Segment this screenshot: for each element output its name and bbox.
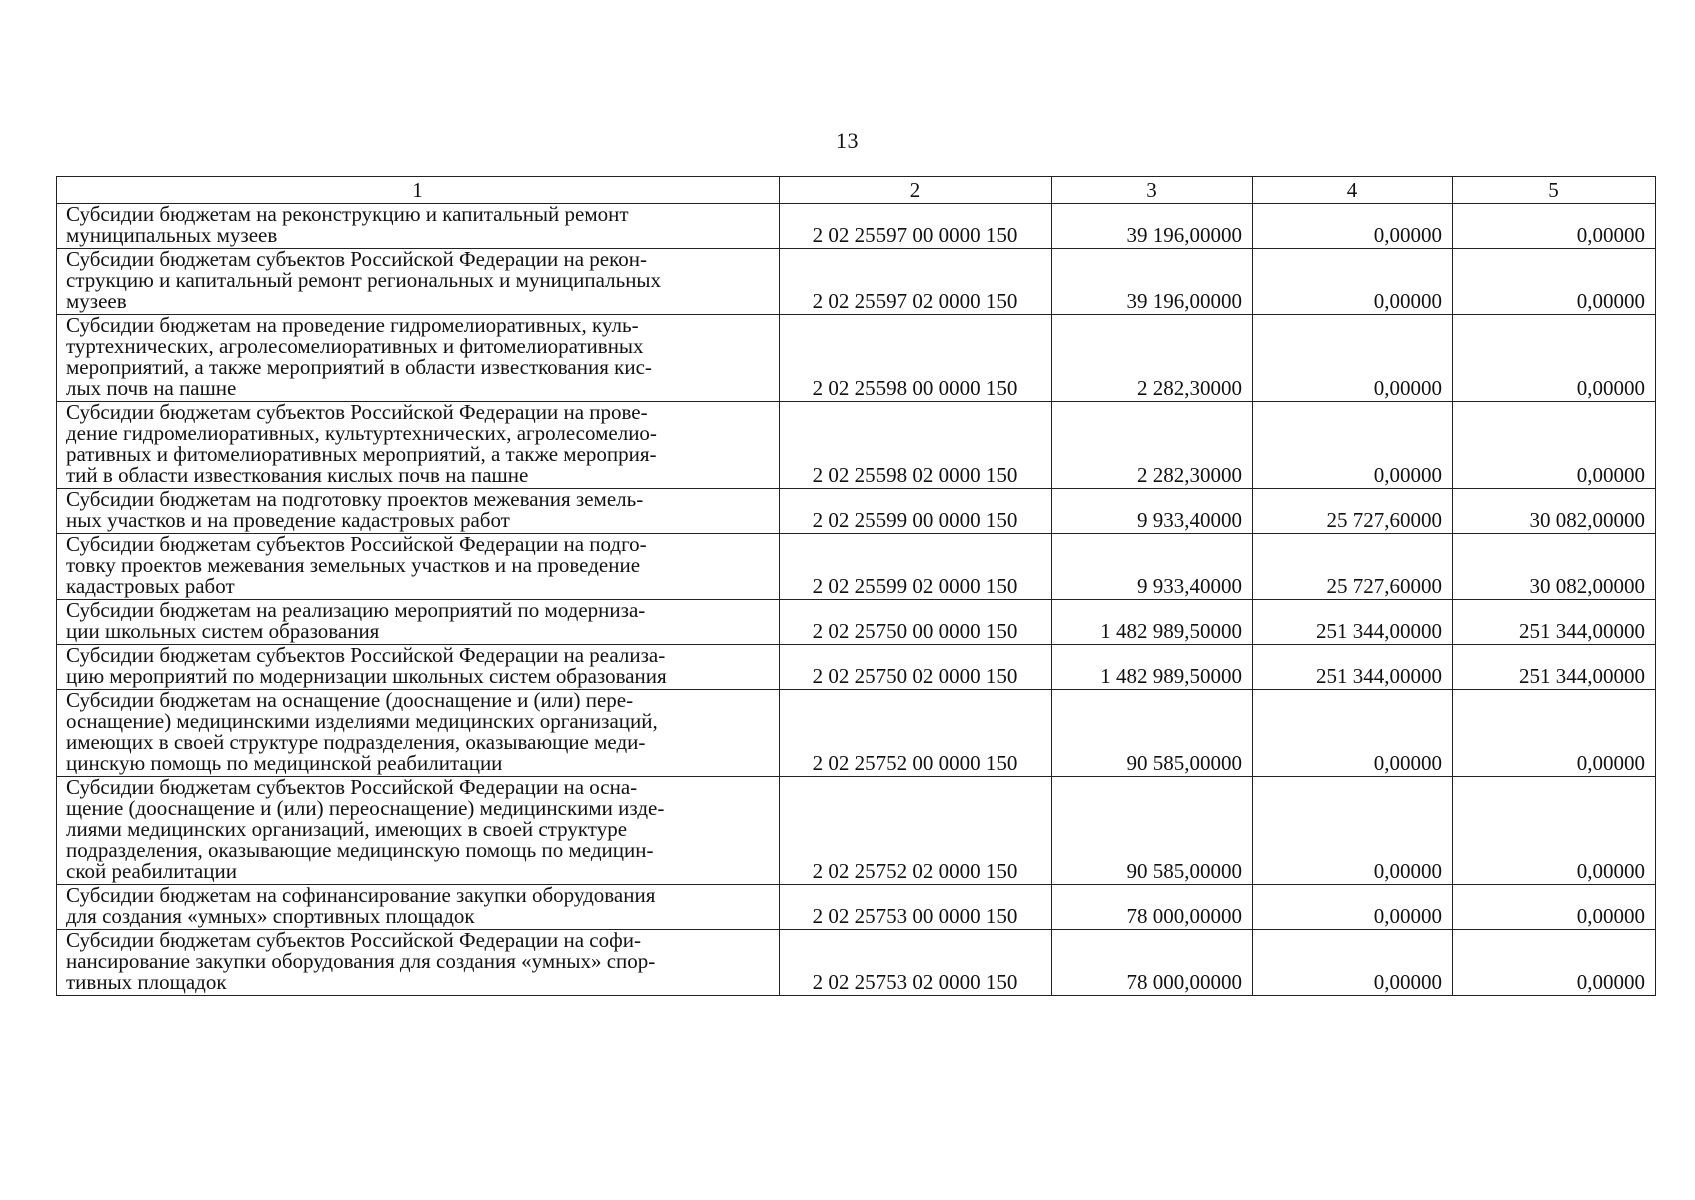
row-code: 2 02 25599 00 0000 150 <box>780 489 1052 534</box>
row-value-col5: 251 344,00000 <box>1453 600 1656 645</box>
row-description: Субсидии бюджетам субъектов Российской Федерации на рекон- струкцию и капитальный ремонт региональных и муниципальных музеев <box>57 249 780 315</box>
row-description: Субсидии бюджетам субъектов Российской Федерации на реализа- цию мероприятий по модернизации школьных систем образования <box>57 645 780 690</box>
row-value-col3: 78 000,00000 <box>1052 885 1253 930</box>
row-code: 2 02 25598 00 0000 150 <box>780 315 1052 402</box>
row-description: Субсидии бюджетам субъектов Российской Федерации на прове- дение гидромелиоративных, культуртехнических, агролесомелио- ративных и фитомелиоративных мероприятий, а также мероприя- тий в области известкования кислых почв на пашне <box>57 402 780 489</box>
row-value-col5: 30 082,00000 <box>1453 534 1656 600</box>
row-description: Субсидии бюджетам на оснащение (дооснащение и (или) пере- оснащение) медицинскими изделиями медицинских организаций, имеющих в своей структуре подразделения, оказывающие меди- цинскую помощь по медицинской реабилитации <box>57 690 780 777</box>
row-value-col5: 0,00000 <box>1453 885 1656 930</box>
table-row <box>57 534 1656 600</box>
table-row <box>57 402 1656 489</box>
row-value-col4: 0,00000 <box>1253 777 1453 885</box>
row-description: Субсидии бюджетам субъектов Российской Федерации на осна- щение (дооснащение и (или) переоснащение) медицинскими изде- лиями медицинских организаций, имеющих в своей структуре подразделения, оказывающие медицинскую помощь по медицин- ской реабилитации <box>57 777 780 885</box>
column-header: 4 <box>1253 177 1453 204</box>
table-row <box>57 204 1656 249</box>
row-code: 2 02 25599 02 0000 150 <box>780 534 1052 600</box>
row-description: Субсидии бюджетам на проведение гидромелиоративных, куль- туртехнических, агролесомелиоративных и фитомелиоративных мероприятий, а также мероприятий в области известкования кис- лых почв на пашне <box>57 315 780 402</box>
row-value-col5: 0,00000 <box>1453 249 1656 315</box>
table-body <box>57 204 1656 996</box>
row-value-col3: 1 482 989,50000 <box>1052 645 1253 690</box>
row-value-col4: 251 344,00000 <box>1253 645 1453 690</box>
table-row <box>57 885 1656 930</box>
budget-table <box>56 176 1656 996</box>
row-value-col5: 0,00000 <box>1453 930 1656 996</box>
row-code: 2 02 25752 00 0000 150 <box>780 690 1052 777</box>
row-code: 2 02 25753 00 0000 150 <box>780 885 1052 930</box>
row-value-col5: 0,00000 <box>1453 402 1656 489</box>
row-description: Субсидии бюджетам субъектов Российской Федерации на подго- товку проектов межевания земельных участков и на проведение кадастровых работ <box>57 534 780 600</box>
row-value-col5: 0,00000 <box>1453 204 1656 249</box>
row-code: 2 02 25750 00 0000 150 <box>780 600 1052 645</box>
row-value-col3: 2 282,30000 <box>1052 315 1253 402</box>
row-code: 2 02 25598 02 0000 150 <box>780 402 1052 489</box>
row-description: Субсидии бюджетам на реализацию мероприятий по модерниза- ции школьных систем образования <box>57 600 780 645</box>
table-row <box>57 315 1656 402</box>
row-value-col4: 0,00000 <box>1253 690 1453 777</box>
column-header: 2 <box>780 177 1052 204</box>
row-value-col4: 251 344,00000 <box>1253 600 1453 645</box>
row-value-col4: 0,00000 <box>1253 315 1453 402</box>
page-number: 13 <box>836 128 859 153</box>
row-value-col4: 0,00000 <box>1253 249 1453 315</box>
row-value-col4: 25 727,60000 <box>1253 489 1453 534</box>
row-value-col3: 90 585,00000 <box>1052 690 1253 777</box>
row-value-col4: 25 727,60000 <box>1253 534 1453 600</box>
table-row <box>57 777 1656 885</box>
column-header: 5 <box>1453 177 1656 204</box>
row-value-col3: 90 585,00000 <box>1052 777 1253 885</box>
row-value-col3: 39 196,00000 <box>1052 204 1253 249</box>
row-description: Субсидии бюджетам на софинансирование закупки оборудования для создания «умных» спортивных площадок <box>57 885 780 930</box>
row-description: Субсидии бюджетам субъектов Российской Федерации на софи- нансирование закупки оборудования для создания «умных» спор- тивных площадок <box>57 930 780 996</box>
row-code: 2 02 25597 02 0000 150 <box>780 249 1052 315</box>
row-value-col3: 9 933,40000 <box>1052 534 1253 600</box>
row-value-col5: 0,00000 <box>1453 315 1656 402</box>
row-code: 2 02 25597 00 0000 150 <box>780 204 1052 249</box>
table-row <box>57 489 1656 534</box>
table-row <box>57 930 1656 996</box>
column-header: 3 <box>1052 177 1253 204</box>
row-value-col5: 30 082,00000 <box>1453 489 1656 534</box>
row-value-col4: 0,00000 <box>1253 402 1453 489</box>
row-value-col3: 9 933,40000 <box>1052 489 1253 534</box>
row-description: Субсидии бюджетам на подготовку проектов межевания земель- ных участков и на проведение кадастровых работ <box>57 489 780 534</box>
table-row <box>57 645 1656 690</box>
row-value-col5: 251 344,00000 <box>1453 645 1656 690</box>
table-row <box>57 690 1656 777</box>
header-row <box>57 177 1656 204</box>
row-code: 2 02 25752 02 0000 150 <box>780 777 1052 885</box>
row-value-col3: 39 196,00000 <box>1052 249 1253 315</box>
column-header: 1 <box>57 177 780 204</box>
row-code: 2 02 25753 02 0000 150 <box>780 930 1052 996</box>
row-value-col5: 0,00000 <box>1453 690 1656 777</box>
row-value-col4: 0,00000 <box>1253 204 1453 249</box>
row-value-col3: 1 482 989,50000 <box>1052 600 1253 645</box>
row-value-col5: 0,00000 <box>1453 777 1656 885</box>
row-value-col3: 78 000,00000 <box>1052 930 1253 996</box>
row-value-col4: 0,00000 <box>1253 930 1453 996</box>
row-code: 2 02 25750 02 0000 150 <box>780 645 1052 690</box>
row-description: Субсидии бюджетам на реконструкцию и капитальный ремонт муниципальных музеев <box>57 204 780 249</box>
table-row <box>57 600 1656 645</box>
table-row <box>57 249 1656 315</box>
row-value-col3: 2 282,30000 <box>1052 402 1253 489</box>
row-value-col4: 0,00000 <box>1253 885 1453 930</box>
